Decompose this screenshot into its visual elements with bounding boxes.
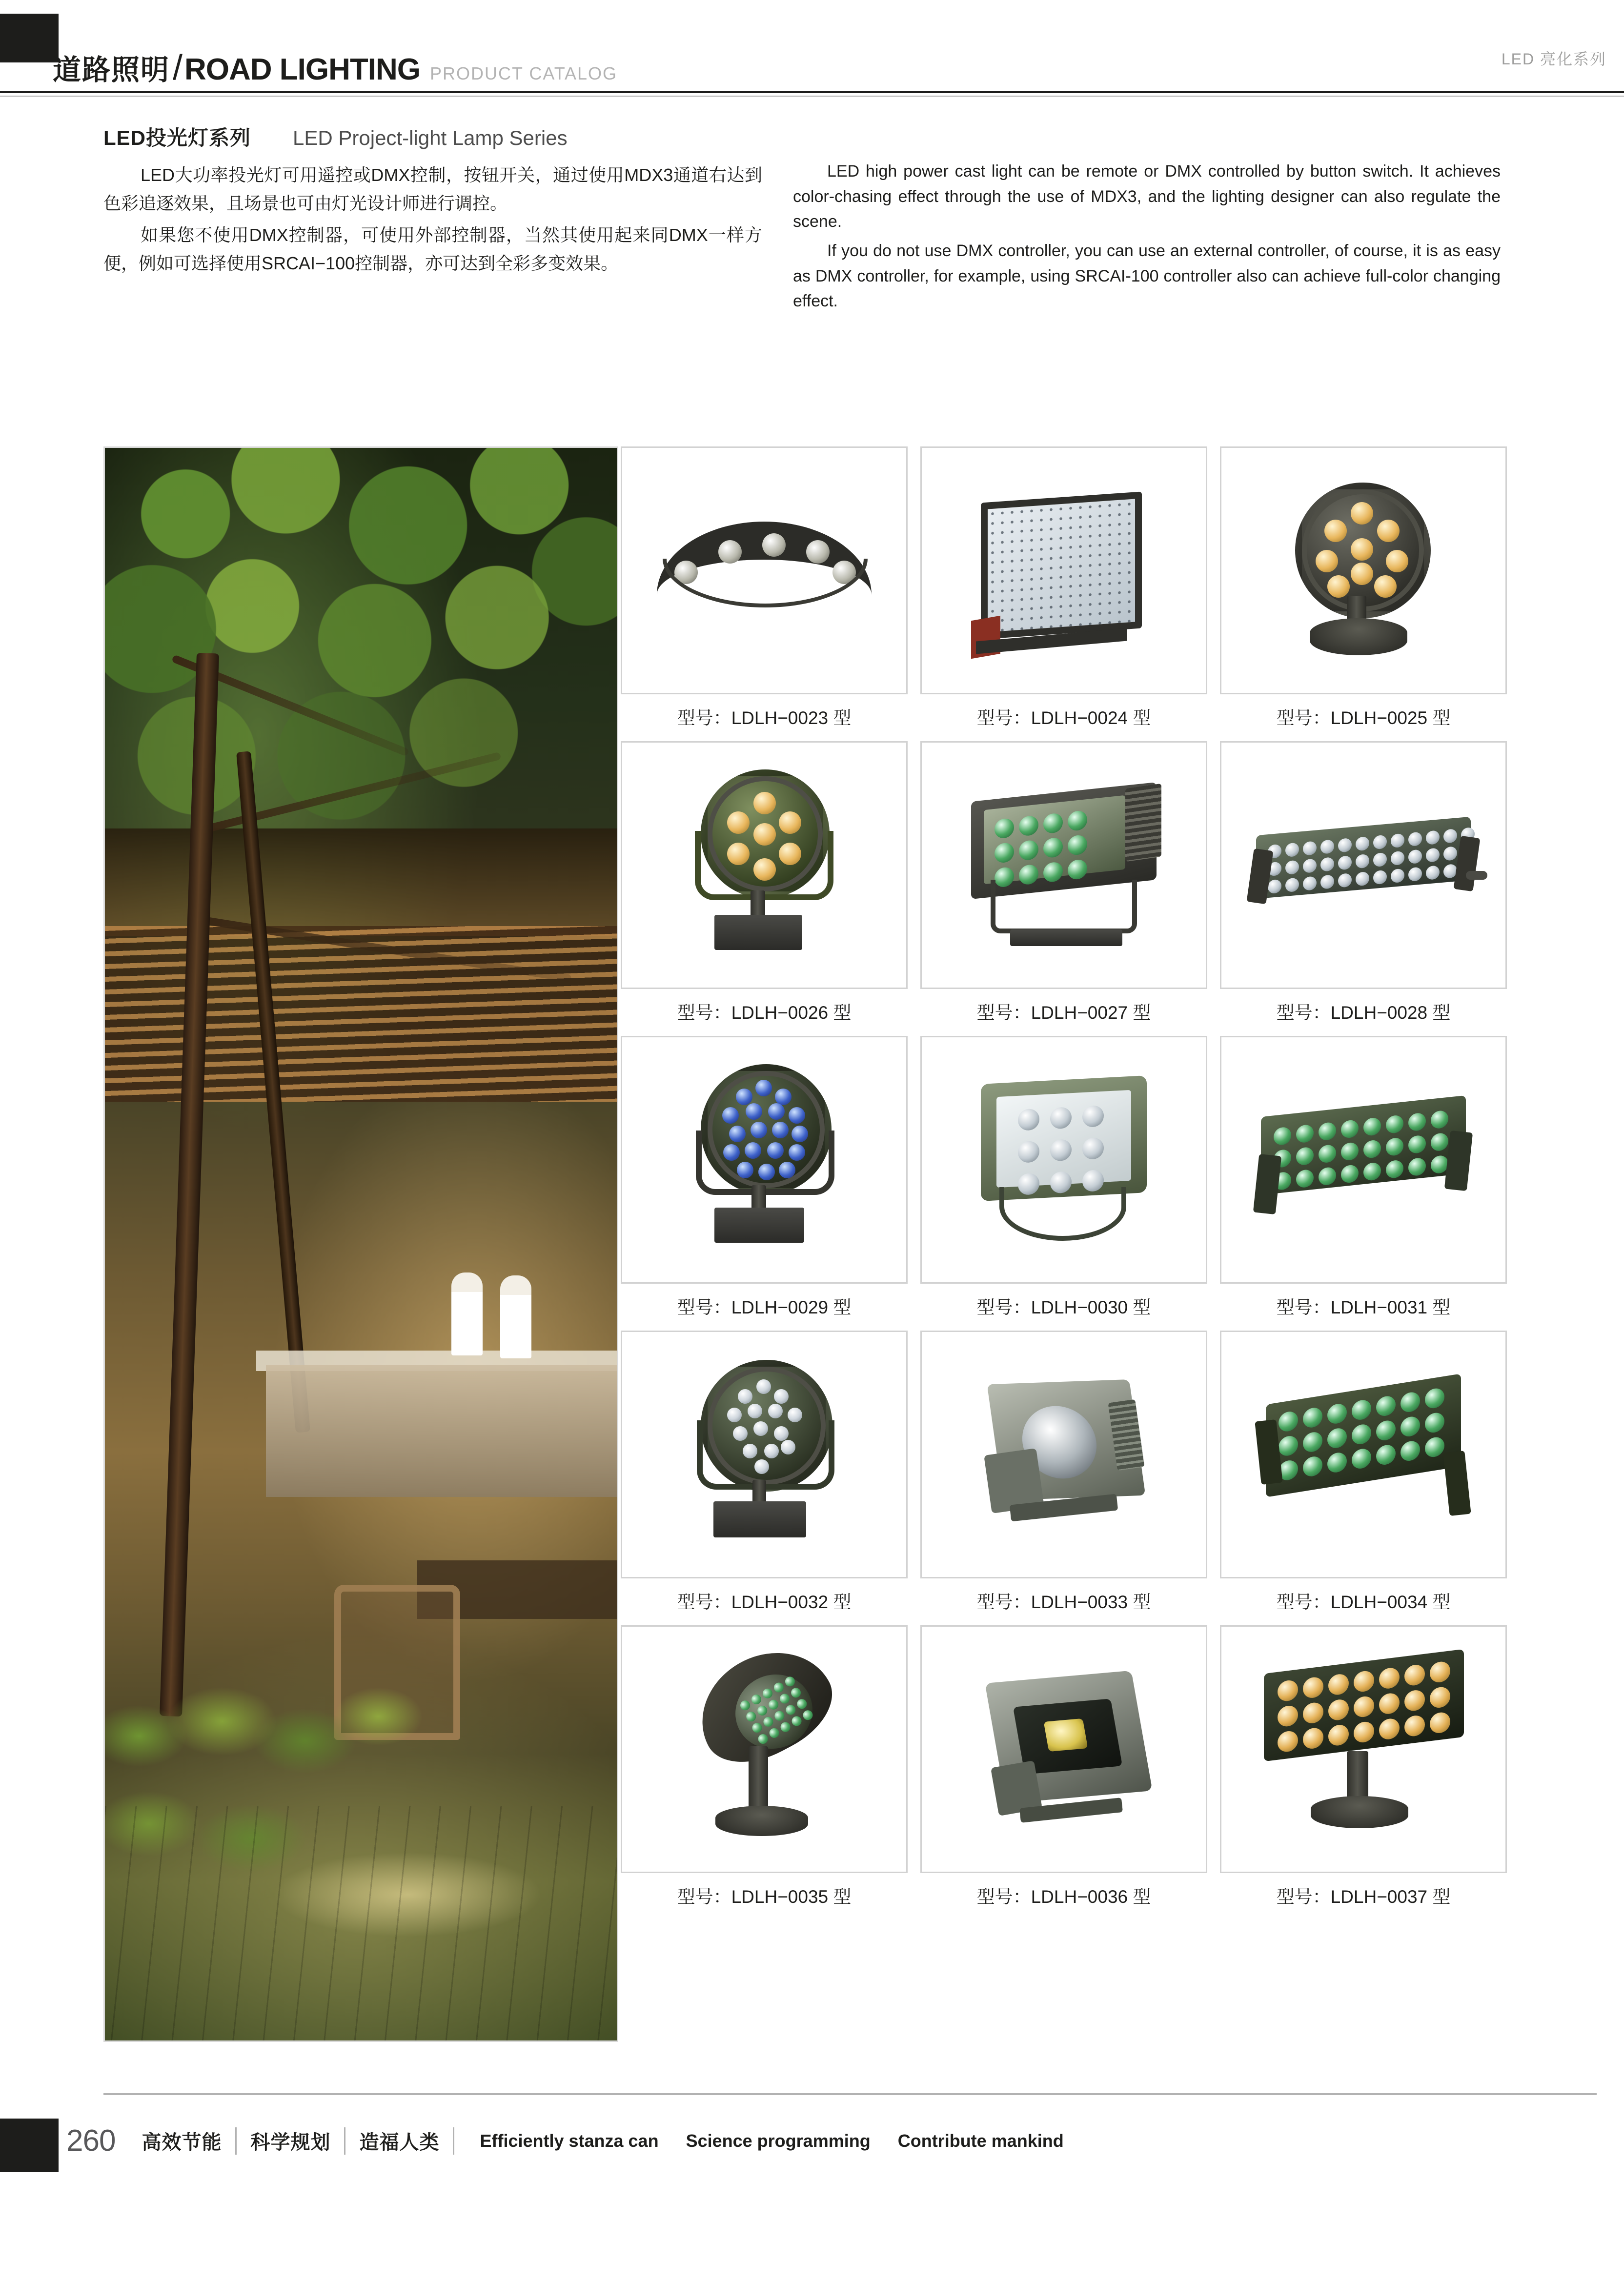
application-photo — [103, 446, 618, 2042]
led — [1363, 1162, 1381, 1181]
product-illustration-flat-panel — [937, 463, 1191, 678]
product-image-frame — [621, 741, 908, 989]
section-title-cn: LED投光灯系列 — [103, 126, 251, 149]
lamp-base — [1310, 618, 1407, 655]
led — [1082, 1137, 1104, 1160]
product-image-frame — [920, 1625, 1207, 1873]
header-rule-thin — [0, 96, 1624, 97]
wall-washer-housing — [1261, 1095, 1466, 1195]
product-illustration-panel-35led-warm — [1237, 1642, 1490, 1857]
led — [762, 533, 786, 557]
led — [1068, 859, 1087, 880]
led — [1278, 1705, 1298, 1728]
footer-slogan-en-3: Contribute mankind — [897, 2130, 1064, 2151]
led — [736, 1089, 752, 1105]
content-area — [0, 439, 1624, 2035]
led — [1285, 860, 1299, 875]
product-row — [621, 446, 1519, 729]
product-illustration-round-18led — [637, 1052, 891, 1267]
led — [1356, 854, 1369, 868]
product-illustration-bar-24led — [1237, 1052, 1490, 1267]
led — [795, 1697, 809, 1711]
product-illustration-panel-35led-green — [1237, 1347, 1490, 1562]
led — [739, 1699, 752, 1712]
led — [1386, 550, 1408, 572]
product-image-frame — [920, 446, 1207, 694]
photo-buffet-counter — [266, 1365, 617, 1497]
led — [1303, 1455, 1322, 1477]
led — [1426, 865, 1440, 880]
led — [1401, 1415, 1420, 1438]
led — [1278, 1679, 1298, 1702]
led — [756, 1379, 771, 1394]
led — [762, 1715, 775, 1728]
product-cell-ldlh-0023[interactable] — [621, 446, 908, 729]
led — [1430, 1711, 1450, 1734]
led — [1296, 1147, 1314, 1166]
led — [1408, 1157, 1426, 1177]
product-cell-ldlh-0028[interactable] — [1220, 741, 1507, 1024]
intro-cn-p2: 如果您不使用DMX控制器，可使用外部控制器，当然其使用起来同DMX一样方便，例如可选择使用SRCAI−100控制器，亦可达到全彩多变效果。 — [103, 224, 762, 273]
support-stem — [751, 1185, 766, 1211]
led — [1296, 1169, 1314, 1189]
footer-slogan-cn-3: 造福人类 — [359, 2132, 440, 2153]
led — [1303, 876, 1317, 890]
led — [1386, 1114, 1403, 1134]
led — [1341, 1119, 1359, 1139]
footer-slogan-cn-2: 科学规划 — [250, 2132, 331, 2153]
led — [1351, 502, 1373, 525]
intro-text-en — [793, 159, 1501, 318]
header-rule-thick — [0, 91, 1624, 93]
product-caption: 型号：LDLH−0029 型 — [677, 1297, 852, 1317]
led — [784, 1703, 797, 1717]
product-caption: 型号：LDLH−0028 型 — [1276, 1003, 1451, 1023]
led — [1354, 1695, 1374, 1718]
led — [1376, 1419, 1396, 1442]
led — [1068, 810, 1087, 831]
led — [1019, 839, 1038, 861]
led — [779, 1720, 792, 1734]
led — [1408, 1112, 1426, 1132]
product-caption: 型号：LDLH−0035 型 — [677, 1887, 852, 1907]
intro-en-p1: LED high power cast light can be remote or DMX controlled by button switch. It achieves color-chasing effect through the use of MDX3, and the lighting designer can also regulate the scene. — [793, 162, 1501, 231]
led — [1018, 1141, 1039, 1163]
lamp-base — [713, 1501, 806, 1537]
led — [738, 1389, 752, 1404]
led — [1351, 563, 1373, 585]
product-cell-ldlh-0032[interactable] — [621, 1331, 908, 1614]
led — [1338, 873, 1352, 888]
product-image-frame — [621, 1331, 908, 1578]
led — [1319, 1144, 1336, 1164]
product-cell-ldlh-0036[interactable] — [920, 1625, 1207, 1908]
product-cell-ldlh-0035[interactable] — [621, 1625, 908, 1908]
product-illustration-bar-36led — [1237, 758, 1490, 972]
led — [1319, 1167, 1336, 1186]
flood-face — [996, 1090, 1131, 1188]
intro-text-cn — [103, 161, 762, 281]
led — [1328, 1673, 1349, 1696]
section-title-en: LED Project-light Lamp Series — [293, 126, 568, 149]
led — [773, 1709, 786, 1722]
led — [761, 1687, 774, 1700]
led — [1274, 1127, 1291, 1146]
led-array — [1268, 827, 1475, 894]
flood-face — [984, 795, 1125, 884]
photo-floor-decking — [105, 1806, 617, 2040]
led — [1303, 1676, 1323, 1699]
product-cell-ldlh-0025[interactable] — [1220, 446, 1507, 729]
footer-slogan-en-2: Science programming — [686, 2130, 871, 2151]
led — [1303, 1701, 1323, 1724]
led — [1351, 538, 1373, 561]
footer-content — [66, 2123, 1086, 2158]
product-illustration-arc-bar — [637, 463, 891, 678]
led — [1352, 1398, 1371, 1421]
product-row — [621, 1331, 1519, 1614]
footer-rule — [103, 2093, 1597, 2095]
led — [1303, 1727, 1323, 1750]
footer-slogan-cn-1: 高效节能 — [142, 2132, 222, 2153]
led — [1019, 815, 1038, 836]
led — [1354, 1670, 1374, 1693]
led — [1341, 1142, 1359, 1161]
footer-accent-block — [0, 2119, 59, 2172]
led — [1268, 879, 1281, 894]
product-row — [621, 1625, 1519, 1908]
led — [995, 842, 1014, 864]
product-image-frame — [920, 1036, 1207, 1284]
product-illustration-oval-spike — [637, 1642, 891, 1857]
product-image-frame — [920, 741, 1207, 989]
led — [1379, 1692, 1400, 1715]
led — [1043, 812, 1063, 834]
page-footer — [0, 2093, 1624, 2282]
intro-en-p2: If you do not use DMX controller, you can use an external controller, of course, it is as easy as DMX controller, for example, using SRCAI-100 controller also can achieve full-color changing effect. — [793, 242, 1501, 311]
led — [1082, 1105, 1104, 1128]
product-caption: 型号：LDLH−0027 型 — [976, 1003, 1151, 1023]
led — [750, 1693, 763, 1706]
product-caption: 型号：LDLH−0037 型 — [1276, 1887, 1451, 1907]
cable-gland — [1466, 871, 1487, 880]
led — [1408, 1135, 1426, 1154]
lamp-base — [714, 915, 802, 950]
led — [1376, 1444, 1396, 1466]
led-array — [1279, 1387, 1444, 1482]
led — [790, 1686, 803, 1699]
product-cell-ldlh-0029[interactable] — [621, 1036, 908, 1319]
led — [1426, 830, 1440, 845]
product-illustration-round-9led — [1237, 463, 1490, 678]
product-caption: 型号：LDLH−0023 型 — [677, 708, 852, 728]
product-caption: 型号：LDLH−0025 型 — [1276, 708, 1451, 728]
led — [1068, 834, 1087, 856]
led — [746, 1103, 762, 1120]
support-stem — [749, 1746, 768, 1815]
led — [1363, 1117, 1381, 1136]
led — [1379, 1717, 1400, 1740]
support-stem — [751, 890, 765, 918]
led — [1050, 1139, 1072, 1161]
led — [768, 1103, 785, 1120]
led — [755, 1080, 772, 1096]
product-illustration-round-spot — [637, 1347, 891, 1562]
photo-chef — [500, 1275, 531, 1358]
photo-tree-foliage — [103, 446, 618, 1009]
product-image-frame — [920, 1331, 1207, 1578]
header-title — [53, 47, 617, 88]
product-cell-ldlh-0030[interactable] — [920, 1036, 1207, 1319]
led — [1279, 1434, 1298, 1457]
led — [1352, 1447, 1371, 1470]
product-cell-ldlh-0026[interactable] — [621, 741, 908, 1024]
led — [1386, 1137, 1403, 1156]
led — [1320, 839, 1334, 854]
led — [1374, 575, 1397, 598]
led — [1316, 550, 1338, 572]
header-title-slash: / — [173, 48, 183, 87]
led-array — [995, 810, 1087, 888]
led — [778, 1692, 792, 1705]
u-bracket — [695, 831, 833, 900]
header-title-cn: 道路照明 — [53, 54, 170, 86]
led — [1319, 1122, 1336, 1141]
header-series-tag: LED 亮化系列 — [1501, 50, 1606, 68]
led — [1425, 1387, 1444, 1410]
led — [1386, 1159, 1403, 1179]
led — [1430, 1660, 1450, 1683]
product-image-frame — [1220, 446, 1507, 694]
footer-slogan-en-1: Efficiently stanza can — [480, 2130, 659, 2151]
cob-chip — [1044, 1718, 1088, 1752]
led — [1379, 1667, 1400, 1690]
product-caption: 型号：LDLH−0024 型 — [976, 708, 1151, 728]
photo-chefs — [447, 1272, 559, 1360]
led — [1327, 1427, 1347, 1449]
product-cell-ldlh-0031[interactable] — [1220, 1036, 1507, 1319]
panel-housing — [1266, 1373, 1461, 1497]
product-illustration-rect-9led — [937, 1052, 1191, 1267]
footer-divider — [453, 2127, 454, 2155]
header-accent-block — [0, 14, 59, 62]
led — [748, 1404, 762, 1418]
led — [768, 1726, 781, 1739]
led — [1373, 870, 1387, 885]
led — [1279, 1410, 1298, 1433]
led — [1426, 848, 1440, 862]
product-cell-ldlh-0033[interactable] — [920, 1331, 1207, 1614]
mounting-bracket — [999, 1187, 1126, 1241]
lamp-base — [715, 1806, 808, 1836]
panel-housing — [1264, 1649, 1464, 1761]
page-header — [0, 0, 1624, 105]
panel-housing — [981, 491, 1142, 639]
led — [1354, 1720, 1374, 1743]
led — [745, 1710, 758, 1723]
photo-scene — [105, 448, 617, 2040]
led — [1408, 867, 1422, 882]
product-image-frame — [1220, 1036, 1507, 1284]
led — [1328, 1698, 1349, 1721]
led — [995, 818, 1014, 839]
header-subtitle-en: PRODUCT CATALOG — [430, 63, 618, 83]
product-illustration-single-cob — [937, 1347, 1191, 1562]
led — [1431, 1132, 1448, 1152]
led — [789, 1107, 805, 1124]
led — [1391, 833, 1404, 848]
led — [1408, 849, 1422, 864]
led — [1320, 874, 1334, 889]
product-illustration-round-7led — [637, 758, 891, 972]
led — [1043, 837, 1063, 858]
led — [768, 1404, 783, 1418]
page-number: 260 — [66, 2124, 116, 2158]
led — [1377, 520, 1400, 542]
product-caption: 型号：LDLH−0034 型 — [1276, 1592, 1451, 1612]
led — [774, 1389, 789, 1404]
led — [1404, 1664, 1425, 1687]
led — [1356, 871, 1369, 886]
led — [1373, 835, 1387, 849]
product-grid — [621, 446, 1519, 1920]
product-image-frame — [621, 446, 908, 694]
led — [1338, 838, 1352, 852]
led — [1443, 828, 1457, 843]
led — [1303, 1406, 1322, 1429]
led — [1327, 1402, 1347, 1425]
led — [1352, 1423, 1371, 1445]
heat-sink-fins — [1125, 784, 1161, 862]
led — [1327, 575, 1350, 598]
led — [1341, 1164, 1359, 1184]
product-illustration-slim-cob-flood — [937, 1642, 1191, 1857]
led — [722, 1107, 739, 1124]
product-cell-ldlh-0037[interactable] — [1220, 1625, 1507, 1908]
product-caption: 型号：LDLH−0033 型 — [976, 1592, 1151, 1612]
product-image-frame — [621, 1036, 908, 1284]
led — [1401, 1440, 1420, 1462]
led-array — [1018, 1105, 1104, 1195]
led — [1363, 1139, 1381, 1159]
product-caption: 型号：LDLH−0032 型 — [677, 1592, 852, 1612]
led — [1373, 852, 1387, 867]
product-image-frame — [1220, 1331, 1507, 1578]
product-caption: 型号：LDLH−0030 型 — [976, 1297, 1151, 1317]
photo-chef — [451, 1272, 483, 1355]
led — [1338, 855, 1352, 870]
led — [1285, 843, 1299, 857]
product-image-frame — [1220, 741, 1507, 989]
led — [1391, 868, 1404, 883]
led-cluster — [1302, 489, 1424, 611]
led — [1303, 1431, 1322, 1453]
product-image-frame — [621, 1625, 908, 1873]
led — [790, 1715, 803, 1728]
led — [1278, 1730, 1298, 1753]
led — [1303, 841, 1317, 855]
section-title — [103, 122, 568, 151]
led-array — [988, 499, 1135, 632]
u-bracket — [697, 1420, 834, 1490]
led — [1430, 1686, 1450, 1709]
led-array — [1274, 1110, 1448, 1191]
header-title-en: ROAD LIGHTING — [184, 53, 421, 86]
led-array — [1278, 1660, 1450, 1753]
led — [1425, 1412, 1444, 1434]
product-cell-ldlh-0034[interactable] — [1220, 1331, 1507, 1614]
led — [1296, 1124, 1314, 1144]
led — [1328, 1724, 1349, 1747]
product-image-frame — [1220, 1625, 1507, 1873]
footer-slogans-en — [480, 2131, 1086, 2151]
wall-washer-housing — [1256, 817, 1471, 899]
lamp-base — [1010, 929, 1122, 946]
product-caption: 型号：LDLH−0031 型 — [1276, 1297, 1451, 1317]
mounting-bracket — [991, 880, 1137, 933]
led — [1431, 1110, 1448, 1130]
product-cell-ldlh-0024[interactable] — [920, 446, 1207, 729]
product-caption: 型号：LDLH−0036 型 — [976, 1887, 1151, 1907]
led — [767, 1698, 780, 1711]
product-caption: 型号：LDLH−0026 型 — [677, 1003, 852, 1023]
led — [1404, 1715, 1425, 1737]
led — [1404, 1689, 1425, 1712]
led — [1401, 1391, 1420, 1414]
led — [1324, 520, 1347, 542]
led — [751, 1721, 764, 1735]
led — [1018, 1109, 1039, 1131]
led — [1376, 1395, 1396, 1417]
led — [1391, 851, 1404, 866]
led — [1050, 1107, 1072, 1129]
led — [1303, 858, 1317, 873]
led — [1425, 1436, 1444, 1458]
led — [753, 792, 776, 814]
led — [772, 1681, 785, 1694]
side-bracket — [1253, 1154, 1281, 1214]
led — [756, 1733, 770, 1746]
product-row — [621, 1036, 1519, 1319]
led — [1356, 836, 1369, 851]
led — [1320, 857, 1334, 871]
product-cell-ldlh-0027[interactable] — [920, 741, 1207, 1024]
led — [1443, 846, 1457, 861]
led — [1285, 878, 1299, 892]
lamp-base — [714, 1208, 804, 1243]
led — [1327, 1451, 1347, 1474]
intro-cn-p1: LED大功率投光灯可用遥控或DMX控制，按钮开关，通过使用MDX3通道右达到色彩追逐效果，且场景也可由灯光设计师进行调控。 — [103, 165, 762, 214]
led — [775, 1089, 792, 1105]
product-illustration-rect-12led — [937, 758, 1191, 972]
support-stem — [752, 1480, 766, 1504]
product-row — [621, 741, 1519, 1024]
side-bracket — [1443, 1451, 1471, 1516]
led — [1408, 832, 1422, 847]
lamp-base — [1311, 1796, 1408, 1828]
led — [756, 1704, 769, 1717]
header-right — [1136, 47, 1624, 69]
